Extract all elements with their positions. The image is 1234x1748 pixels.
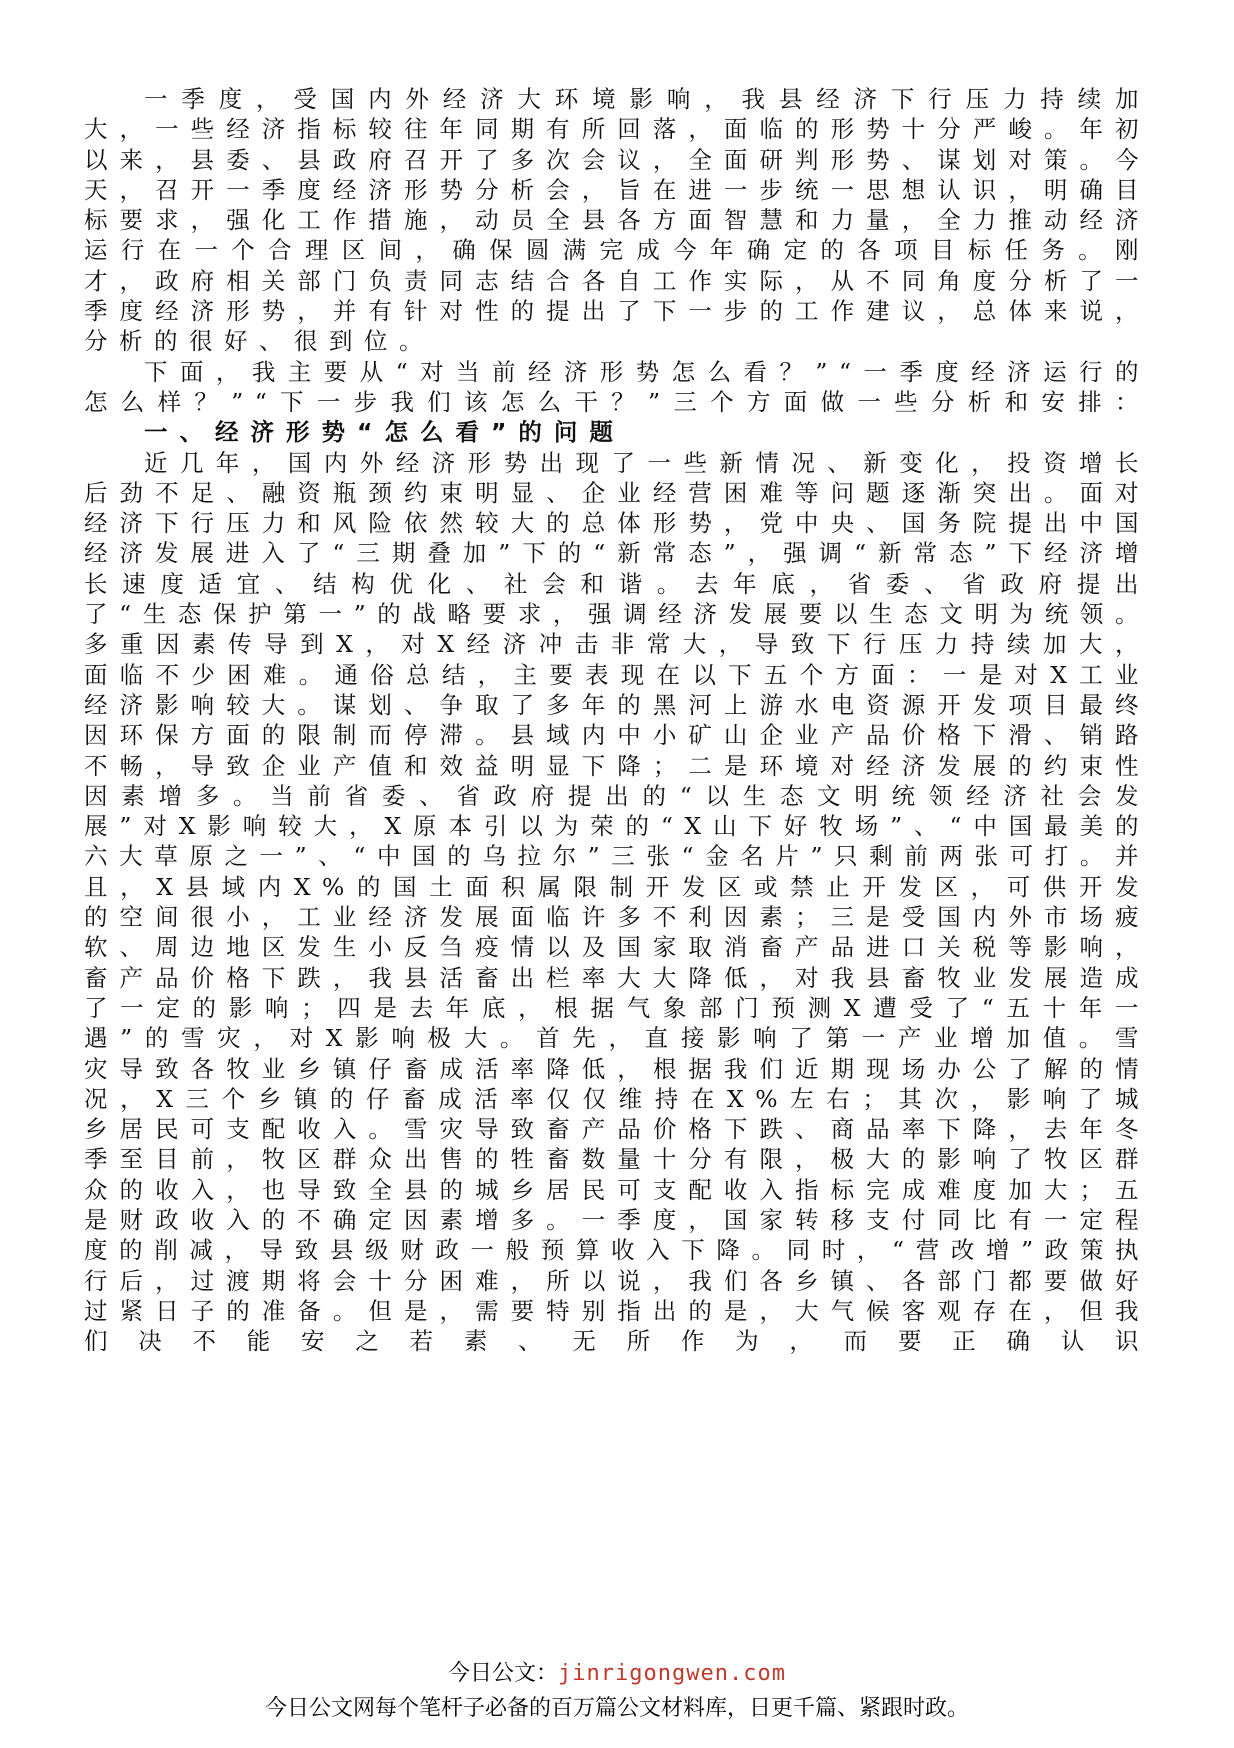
footer-tagline: 今日公文网每个笔杆子必备的百万篇公文材料库，日更千篇、紧跟时政。 — [264, 1696, 969, 1721]
intro-paragraph: 一季度，受国内外经济大环境影响，我县经济下行压力持续加大，一些经济指标较往年同期有所回落，面临的形势十分严峻。年初以来，县委、县政府召开了多次会议，全面研判形势、谋划对策。今天，召开一季度经济形势分析会，旨在进一步统一思想认识，明确目标要求，强化工作措施，动员全县各方面智慧和力量，全力推动经济运行在一个合理区间，确保圆满完成今年确定的各项目标任务。刚才，政府相关部门负责同志结合各自工作实际，从不同角度分析了一季度经济形势，并有针对性的提出了下一步的工作建议，总体来说，分析的很好、很到位。 — [84, 85, 1150, 356]
footer-site-url[interactable]: jinrigongwen.com — [558, 1661, 786, 1686]
footer-site-label: 今日公文： — [448, 1661, 559, 1686]
body-paragraph: 近几年，国内外经济形势出现了一些新情况、新变化，投资增长后劲不足、融资瓶颈约束明显、企业经营困难等问题逐渐突出。面对经济下行压力和风险依然较大的总体形势，党中央、国务院提出中国经济发展进入了“三期叠加”下的“新常态”，强调“新常态”下经济增长速度适宜、结构优化、社会和谐。去年底，省委、省政府提出了“生态保护第一”的战略要求，强调经济发展要以生态文明为统领。多重因素传导到X，对X经济冲击非常大，导致下行压力持续加大，面临不少困难。通俗总结，主要表现在以下五个方面：一是对X工业经济影响较大。谋划、争取了多年的黑河上游水电资源开发项目最终因环保方面的限制而停滞。县域内中小矿山企业产品价格下滑、销路不畅，导致企业产值和效益明显下降；二是环境对经济发展的约束性因素增多。当前省委、省政府提出的“以生态文明统领经济社会发展”对X影响较大，X原本引以为荣的“X山下好牧场”、“中国最美的六大草原之一”、“中国的乌拉尔”三张“金名片”只剩前两张可打。并且，X县域内X%的国土面积属限制开发区或禁止开发区，可供开发的空间很小，工业经济发展面临许多不利因素；三是受国内外市场疲软、周边地区发生小反刍疫情以及国家取消畜产品进口关税等影响，畜产品价格下跌，我县活畜出栏率大大降低，对我县畜牧业发展造成了一定的影响；四是去年底，根据气象部门预测X遭受了“五十年一遇”的雪灾，对X影响极大。首先，直接影响了第一产业增加值。雪灾导致各牧业乡镇仔畜成活率降低，根据我们近期现场办公了解的情况，X三个乡镇的仔畜成活率仅仅维持在X%左右；其次，影响了城乡居民可支配收入。雪灾导致畜产品价格下跌、商品率下降，去年冬季至目前，牧区群众出售的牲畜数量十分有限，极大的影响了牧区群众的收入，也导致全县的城乡居民可支配收入指标完成难度加大；五是财政收入的不确定因素增多。一季度，国家转移支付同比有一定程度的削减，导致县级财政一般预算收入下降。同时，“营改增”政策执行后，过渡期将会十分困难，所以说，我们各乡镇、各部门都要做好过紧日子的准备。但是，需要特别指出的是，大气候客观存在，但我们决不能安之若素、无所作为，而要正确认识 — [84, 448, 1150, 1356]
footer-site-line — [0, 1660, 1234, 1688]
outline-paragraph: 下面，我主要从“对当前经济形势怎么看？”“一季度经济运行的怎么样？”“下一步我们该怎么干？”三个方面做一些分析和安排： — [84, 357, 1150, 416]
section-heading: 一、经济形势“怎么看”的问题 — [144, 418, 625, 447]
document-page — [84, 84, 1150, 1654]
